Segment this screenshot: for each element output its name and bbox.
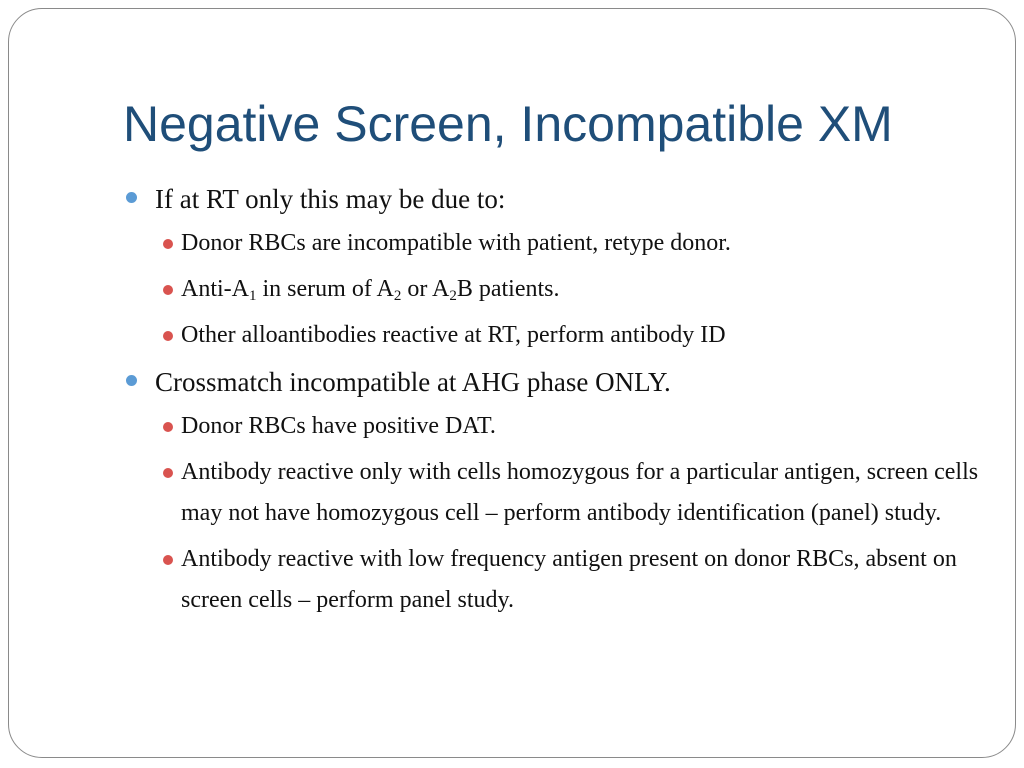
bullet-dot-icon [126, 375, 137, 386]
subscript: 2 [449, 288, 457, 304]
bullet-level1-rt [123, 179, 983, 356]
sub-bullet-item [153, 452, 983, 534]
slide-body [123, 179, 983, 627]
subscript: 2 [393, 288, 402, 304]
sub-bullet-dot-icon [163, 422, 173, 432]
bullet-level1-ahg [123, 362, 983, 621]
sub-bullet-text: Antibody reactive with low frequency antigen present on donor RBCs, absent on screen cells – perform panel study. [181, 546, 957, 613]
sub-bullet-item [153, 406, 983, 447]
sub-bullet-item [153, 539, 983, 621]
slide [8, 8, 1016, 758]
bullet-text: Crossmatch incompatible at AHG phase ONLY. [155, 367, 671, 397]
sub-bullet-dot-icon [163, 331, 173, 341]
sub-bullet-dot-icon [163, 555, 173, 565]
text-segment: Anti-A [181, 276, 249, 302]
sub-bullet-dot-icon [163, 468, 173, 478]
sub-bullet-text: Antibody reactive only with cells homozygous for a particular antigen, screen cells may not have homozygous cell – perform antibody identification (panel) study. [181, 459, 979, 526]
sub-bullet-item [153, 223, 983, 264]
bullet-dot-icon [126, 192, 137, 203]
bullet-list [123, 179, 983, 621]
sub-bullet-list [155, 223, 983, 356]
sub-bullet-list [155, 406, 983, 621]
slide-title: Negative Screen, Incompatible XM [123, 96, 893, 152]
sub-bullet-item [153, 315, 983, 356]
sub-bullet-dot-icon [163, 285, 173, 295]
sub-bullet-text [181, 276, 559, 302]
sub-bullet-item [153, 269, 983, 310]
subscript: 1 [249, 288, 257, 304]
text-segment: or A [401, 276, 450, 302]
sub-bullet-text: Other alloantibodies reactive at RT, perform antibody ID [181, 322, 726, 348]
text-segment: B patients. [456, 276, 560, 302]
text-segment: in serum of A [256, 276, 394, 302]
bullet-text: If at RT only this may be due to: [155, 184, 506, 214]
sub-bullet-dot-icon [163, 239, 173, 249]
sub-bullet-text: Donor RBCs have positive DAT. [181, 413, 496, 439]
sub-bullet-text: Donor RBCs are incompatible with patient, retype donor. [181, 230, 731, 256]
